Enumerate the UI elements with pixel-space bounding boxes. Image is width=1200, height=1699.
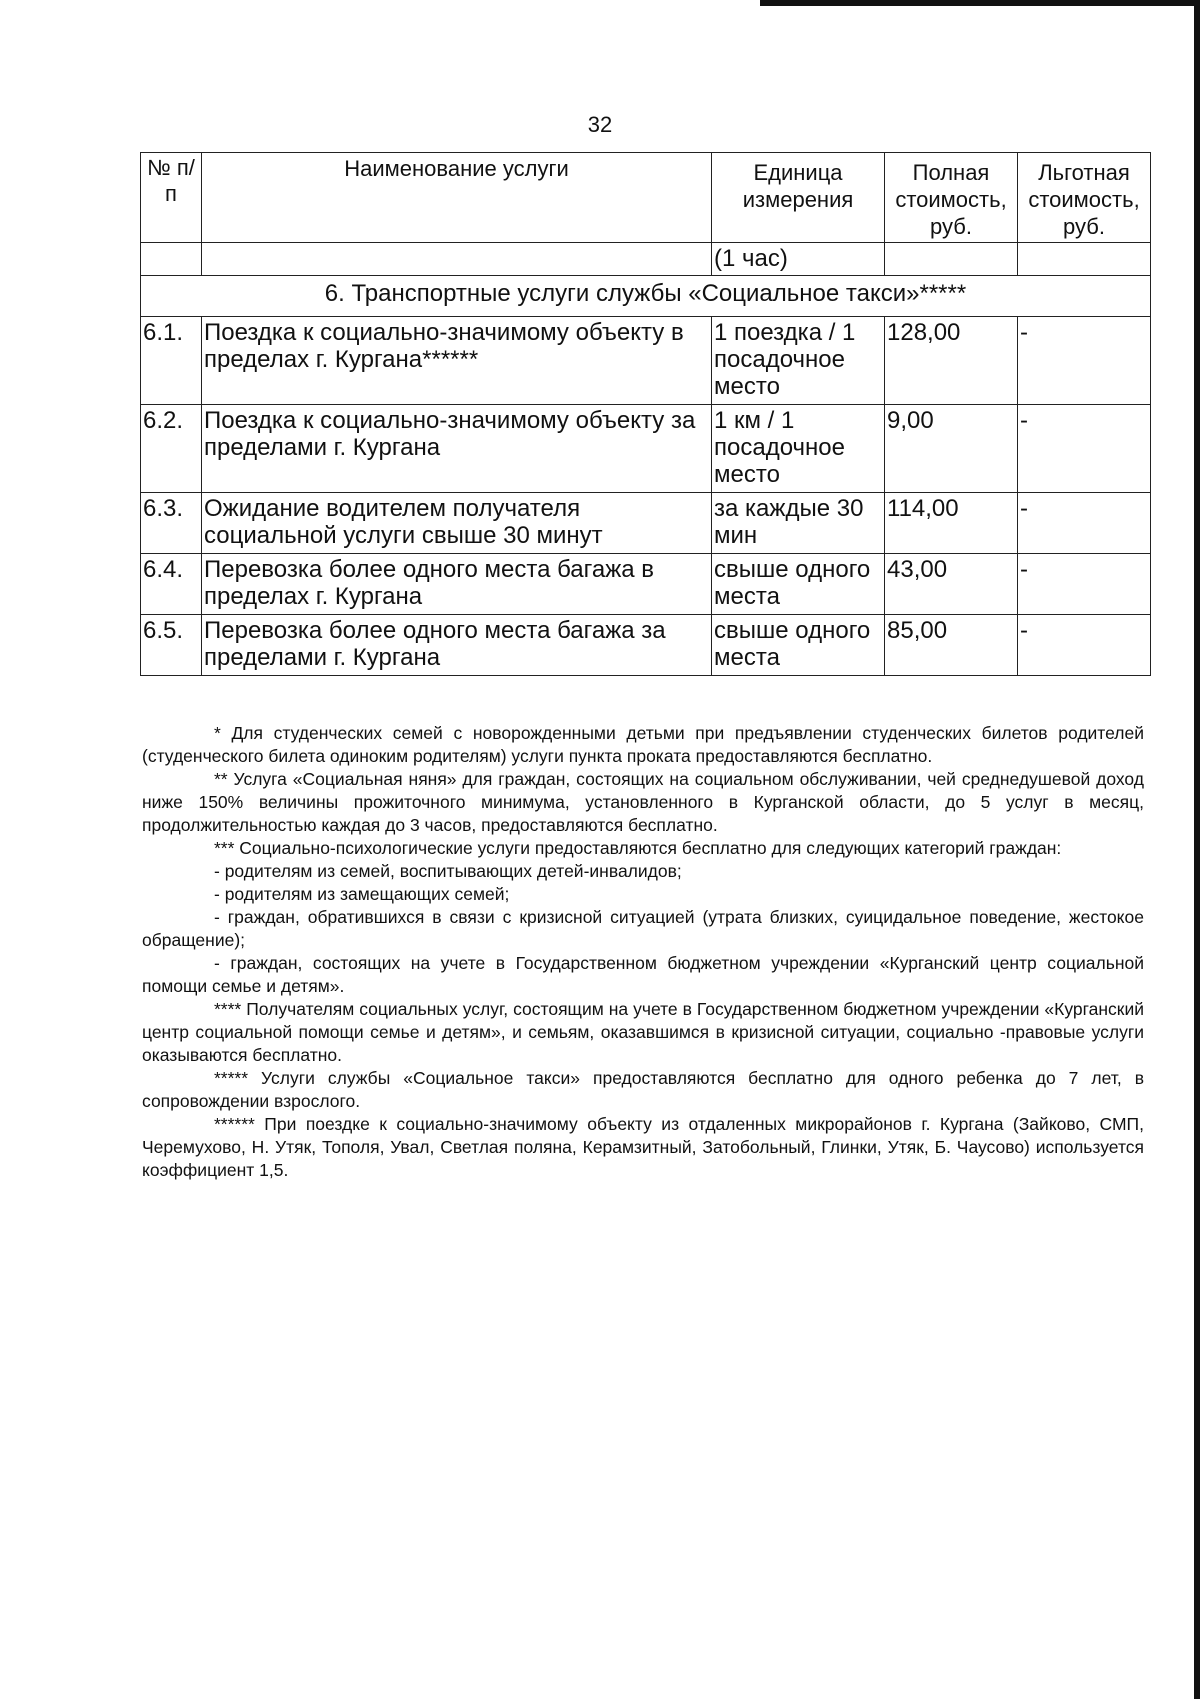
header-full-price: Полная стоимость, руб.: [885, 153, 1018, 243]
row-name: Перевозка более одного места багажа за пределами г. Кургана: [202, 615, 712, 676]
footnote-3-item: - граждан, состоящих на учете в Государственном бюджетном учреждении «Курганский центр социальной помощи семье и детям».: [142, 953, 1144, 996]
header-discount-price: Льготная стоимость, руб.: [1018, 153, 1151, 243]
header-num: № п/п: [141, 153, 202, 243]
header-name: Наименование услуги: [202, 153, 712, 243]
row-full-price: 85,00: [885, 615, 1018, 676]
row-unit: 1 поездка / 1 посадочное место: [712, 317, 885, 405]
row-num: 6.1.: [141, 317, 202, 405]
row-unit: свыше одного места: [712, 554, 885, 615]
row-name: Поездка к социально-значимому объекту в пределах г. Кургана******: [202, 317, 712, 405]
row-name: Перевозка более одного места багажа в пределах г. Кургана: [202, 554, 712, 615]
row-full-price: 114,00: [885, 493, 1018, 554]
footnote-3-item: - родителям из замещающих семей;: [214, 884, 510, 904]
carry-over-unit: (1 час): [712, 243, 885, 276]
footnote-3-item: - граждан, обратившихся в связи с кризисной ситуацией (утрата близких, суицидальное поведение, жестокое обращение);: [142, 907, 1144, 950]
row-num: 6.2.: [141, 405, 202, 493]
row-unit: 1 км / 1 посадочное место: [712, 405, 885, 493]
section-title: 6. Транспортные услуги службы «Социальное такси»*****: [141, 276, 1151, 317]
footnote-3: *** Социально-психологические услуги предоставляются бесплатно для следующих категорий граждан:: [214, 838, 1062, 858]
row-unit: свыше одного места: [712, 615, 885, 676]
footnotes: [142, 722, 1144, 1182]
scan-edge-right: [1194, 0, 1200, 1699]
row-name: Ожидание водителем получателя социальной услуги свыше 30 минут: [202, 493, 712, 554]
row-discount-price: -: [1018, 405, 1151, 493]
scan-edge-top: [760, 0, 1200, 6]
row-num: 6.5.: [141, 615, 202, 676]
table-row: [141, 317, 1151, 405]
footnote-2: ** Услуга «Социальная няня» для граждан, состоящих на социальном обслуживании, чей среднедушевой доход ниже 150% величины прожиточного минимума, установленного в Курганской области, до 5 услуг в месяц, продолжительностью каждая до 3 часов, предоставляются бесплатно.: [142, 769, 1144, 835]
row-num: 6.4.: [141, 554, 202, 615]
footnote-1: * Для студенческих семей с новорожденными детьми при предъявлении студенческих билетов родителей (студенческого билета одиноким родителям) услуги пункта проката предоставляются бесплатно.: [142, 723, 1144, 766]
row-full-price: 9,00: [885, 405, 1018, 493]
row-unit: за каждые 30 мин: [712, 493, 885, 554]
table-row: [141, 615, 1151, 676]
row-name: Поездка к социально-значимому объекту за пределами г. Кургана: [202, 405, 712, 493]
row-discount-price: -: [1018, 317, 1151, 405]
footnote-5: ***** Услуги службы «Социальное такси» предоставляются бесплатно для одного ребенка до 7 лет, в сопровождении взрослого.: [142, 1068, 1144, 1111]
table-header-row: [141, 153, 1151, 243]
row-discount-price: -: [1018, 493, 1151, 554]
section-row: [141, 276, 1151, 317]
page-number: 32: [587, 112, 613, 137]
footnote-4: **** Получателям социальных услуг, состоящим на учете в Государственном бюджетном учреждении «Курганский центр социальной помощи семье и детям», и семьям, оказавшимся в кризисной ситуации, социально -правовые услуги оказываются бесплатно.: [142, 999, 1144, 1065]
row-num: 6.3.: [141, 493, 202, 554]
header-unit: Единица измерения: [712, 153, 885, 243]
carry-over-row: [141, 243, 1151, 276]
footnote-3-item: - родителям из семей, воспитывающих детей-инвалидов;: [214, 861, 682, 881]
row-discount-price: -: [1018, 615, 1151, 676]
row-discount-price: -: [1018, 554, 1151, 615]
row-full-price: 43,00: [885, 554, 1018, 615]
table-row: [141, 554, 1151, 615]
footnote-6: ****** При поездке к социально-значимому объекту из отдаленных микрорайонов г. Кургана (Зайково, СМП, Черемухово, Н. Утяк, Тополя, Увал, Светлая поляна, Керамзитный, Затобольный, Глинки, Утяк, Б. Чаусово) используется коэффициент 1,5.: [142, 1114, 1144, 1180]
row-full-price: 128,00: [885, 317, 1018, 405]
table-row: [141, 405, 1151, 493]
services-table: [140, 152, 1151, 676]
table-row: [141, 493, 1151, 554]
